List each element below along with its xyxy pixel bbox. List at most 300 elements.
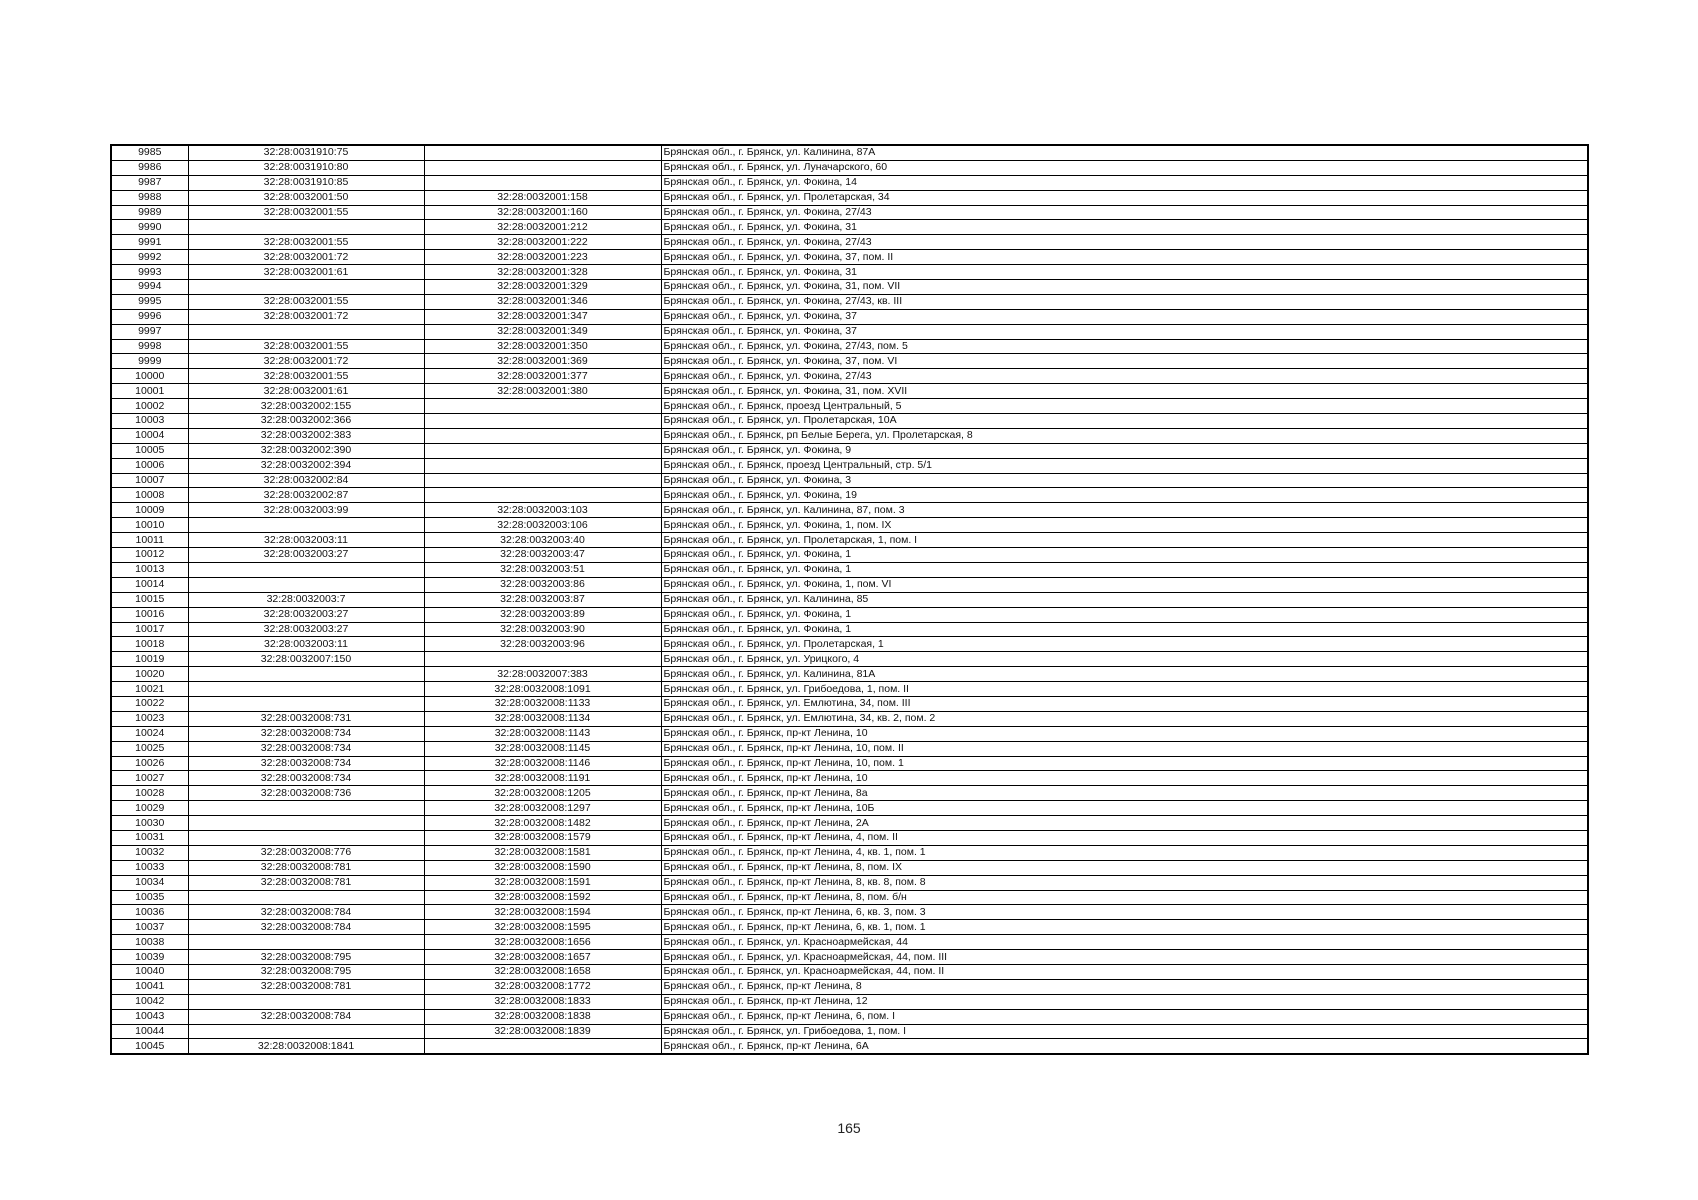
- address-cell: Брянская обл., г. Брянск, ул. Фокина, 19: [661, 488, 1588, 503]
- page-number: 165: [837, 1120, 861, 1136]
- row-number-cell: 10038: [111, 935, 188, 950]
- address-cell: Брянская обл., г. Брянск, пр-кт Ленина, 10, пом. II: [661, 741, 1588, 756]
- land-cadastral-number-cell: [188, 696, 424, 711]
- table-row: [111, 667, 1588, 682]
- table-row: [111, 1024, 1588, 1039]
- address-cell: Брянская обл., г. Брянск, ул. Фокина, 1: [661, 548, 1588, 563]
- row-number-cell: 10024: [111, 726, 188, 741]
- address-cell: Брянская обл., г. Брянск, ул. Фокина, 1: [661, 622, 1588, 637]
- address-cell: Брянская обл., г. Брянск, ул. Фокина, 27/43, кв. III: [661, 294, 1588, 309]
- row-number-cell: 10043: [111, 1009, 188, 1024]
- table-row: [111, 384, 1588, 399]
- address-cell: Брянская обл., г. Брянск, ул. Красноармейская, 44: [661, 935, 1588, 950]
- object-cadastral-number-cell: 32:28:0032008:1482: [424, 816, 661, 831]
- address-cell: Брянская обл., г. Брянск, пр-кт Ленина, 4, пом. II: [661, 830, 1588, 845]
- object-cadastral-number-cell: 32:28:0032003:90: [424, 622, 661, 637]
- address-cell: Брянская обл., г. Брянск, пр-кт Ленина, 6, кв. 1, пом. 1: [661, 920, 1588, 935]
- address-cell: Брянская обл., г. Брянск, ул. Фокина, 1, пом. VI: [661, 577, 1588, 592]
- table-row: [111, 250, 1588, 265]
- object-cadastral-number-cell: 32:28:0032003:87: [424, 592, 661, 607]
- registry-table: [110, 144, 1589, 1055]
- land-cadastral-number-cell: 32:28:0032001:72: [188, 354, 424, 369]
- row-number-cell: 10001: [111, 384, 188, 399]
- land-cadastral-number-cell: [188, 577, 424, 592]
- address-cell: Брянская обл., г. Брянск, ул. Фокина, 27/43, пом. 5: [661, 339, 1588, 354]
- land-cadastral-number-cell: 32:28:0032002:366: [188, 414, 424, 429]
- address-cell: Брянская обл., г. Брянск, ул. Фокина, 31: [661, 265, 1588, 280]
- land-cadastral-number-cell: 32:28:0032008:1841: [188, 1039, 424, 1054]
- table-row: [111, 979, 1588, 994]
- land-cadastral-number-cell: [188, 994, 424, 1009]
- table-row: [111, 399, 1588, 414]
- land-cadastral-number-cell: 32:28:0032002:155: [188, 399, 424, 414]
- land-cadastral-number-cell: 32:28:0032001:55: [188, 294, 424, 309]
- address-cell: Брянская обл., г. Брянск, пр-кт Ленина, 10: [661, 726, 1588, 741]
- table-row: [111, 860, 1588, 875]
- row-number-cell: 10006: [111, 458, 188, 473]
- table-row: [111, 458, 1588, 473]
- table-row: [111, 786, 1588, 801]
- table-row: [111, 1039, 1588, 1054]
- land-cadastral-number-cell: 32:28:0031910:75: [188, 145, 424, 160]
- table-row: [111, 875, 1588, 890]
- land-cadastral-number-cell: 32:28:0032008:781: [188, 860, 424, 875]
- row-number-cell: 10045: [111, 1039, 188, 1054]
- table-row: [111, 771, 1588, 786]
- address-cell: Брянская обл., г. Брянск, ул. Фокина, 27/43: [661, 369, 1588, 384]
- object-cadastral-number-cell: [424, 473, 661, 488]
- land-cadastral-number-cell: 32:28:0032002:87: [188, 488, 424, 503]
- address-cell: Брянская обл., г. Брянск, ул. Емлютина, 34, пом. III: [661, 696, 1588, 711]
- object-cadastral-number-cell: 32:28:0032007:383: [424, 667, 661, 682]
- object-cadastral-number-cell: 32:28:0032008:1134: [424, 711, 661, 726]
- table-row: [111, 905, 1588, 920]
- object-cadastral-number-cell: [424, 160, 661, 175]
- row-number-cell: 9993: [111, 265, 188, 280]
- address-cell: Брянская обл., г. Брянск, пр-кт Ленина, 6, пом. I: [661, 1009, 1588, 1024]
- address-cell: Брянская обл., г. Брянск, ул. Фокина, 1: [661, 607, 1588, 622]
- table-row: [111, 205, 1588, 220]
- address-cell: Брянская обл., г. Брянск, ул. Пролетарская, 1, пом. I: [661, 533, 1588, 548]
- object-cadastral-number-cell: 32:28:0032008:1839: [424, 1024, 661, 1039]
- object-cadastral-number-cell: 32:28:0032001:380: [424, 384, 661, 399]
- table-row: [111, 726, 1588, 741]
- land-cadastral-number-cell: [188, 324, 424, 339]
- row-number-cell: 10036: [111, 905, 188, 920]
- row-number-cell: 10023: [111, 711, 188, 726]
- address-cell: Брянская обл., г. Брянск, ул. Фокина, 27/43: [661, 205, 1588, 220]
- row-number-cell: 9985: [111, 145, 188, 160]
- row-number-cell: 10014: [111, 577, 188, 592]
- object-cadastral-number-cell: 32:28:0032003:47: [424, 548, 661, 563]
- object-cadastral-number-cell: 32:28:0032003:96: [424, 637, 661, 652]
- row-number-cell: 10031: [111, 830, 188, 845]
- address-cell: Брянская обл., г. Брянск, ул. Фокина, 14: [661, 175, 1588, 190]
- land-cadastral-number-cell: [188, 890, 424, 905]
- land-cadastral-number-cell: 32:28:0032008:781: [188, 979, 424, 994]
- address-cell: Брянская обл., г. Брянск, ул. Пролетарская, 34: [661, 190, 1588, 205]
- table-row: [111, 354, 1588, 369]
- address-cell: Брянская обл., г. Брянск, ул. Фокина, 31, пом. XVII: [661, 384, 1588, 399]
- land-cadastral-number-cell: 32:28:0032001:55: [188, 235, 424, 250]
- table-row: [111, 845, 1588, 860]
- table-row: [111, 920, 1588, 935]
- address-cell: Брянская обл., г. Брянск, ул. Калинина, 85: [661, 592, 1588, 607]
- row-number-cell: 10016: [111, 607, 188, 622]
- row-number-cell: 9992: [111, 250, 188, 265]
- land-cadastral-number-cell: 32:28:0032002:84: [188, 473, 424, 488]
- land-cadastral-number-cell: 32:28:0032008:731: [188, 711, 424, 726]
- table-row: [111, 518, 1588, 533]
- address-cell: Брянская обл., г. Брянск, пр-кт Ленина, 6А: [661, 1039, 1588, 1054]
- object-cadastral-number-cell: 32:28:0032003:106: [424, 518, 661, 533]
- row-number-cell: 9989: [111, 205, 188, 220]
- table-row: [111, 488, 1588, 503]
- land-cadastral-number-cell: 32:28:0032008:734: [188, 726, 424, 741]
- table-row: [111, 414, 1588, 429]
- row-number-cell: 10033: [111, 860, 188, 875]
- table-row: [111, 324, 1588, 339]
- object-cadastral-number-cell: 32:28:0032008:1658: [424, 964, 661, 979]
- address-cell: Брянская обл., г. Брянск, ул. Фокина, 31: [661, 220, 1588, 235]
- address-cell: Брянская обл., г. Брянск, ул. Луначарского, 60: [661, 160, 1588, 175]
- land-cadastral-number-cell: 32:28:0032001:55: [188, 369, 424, 384]
- address-cell: Брянская обл., г. Брянск, пр-кт Ленина, 8а: [661, 786, 1588, 801]
- address-cell: Брянская обл., г. Брянск, ул. Грибоедова, 1, пом. I: [661, 1024, 1588, 1039]
- land-cadastral-number-cell: 32:28:0032003:99: [188, 503, 424, 518]
- object-cadastral-number-cell: [424, 652, 661, 667]
- land-cadastral-number-cell: [188, 562, 424, 577]
- object-cadastral-number-cell: 32:28:0032001:349: [424, 324, 661, 339]
- address-cell: Брянская обл., г. Брянск, пр-кт Ленина, 10, пом. 1: [661, 756, 1588, 771]
- table-row: [111, 756, 1588, 771]
- object-cadastral-number-cell: 32:28:0032001:377: [424, 369, 661, 384]
- row-number-cell: 10037: [111, 920, 188, 935]
- row-number-cell: 10013: [111, 562, 188, 577]
- land-cadastral-number-cell: [188, 1024, 424, 1039]
- land-cadastral-number-cell: 32:28:0032001:61: [188, 384, 424, 399]
- address-cell: Брянская обл., г. Брянск, пр-кт Ленина, 12: [661, 994, 1588, 1009]
- address-cell: Брянская обл., г. Брянск, ул. Пролетарская, 10А: [661, 414, 1588, 429]
- row-number-cell: 10008: [111, 488, 188, 503]
- object-cadastral-number-cell: [424, 458, 661, 473]
- address-cell: Брянская обл., г. Брянск, ул. Красноармейская, 44, пом. III: [661, 950, 1588, 965]
- address-cell: Брянская обл., г. Брянск, ул. Калинина, 87А: [661, 145, 1588, 160]
- table-row: [111, 890, 1588, 905]
- address-cell: Брянская обл., г. Брянск, ул. Фокина, 27/43: [661, 235, 1588, 250]
- object-cadastral-number-cell: 32:28:0032001:223: [424, 250, 661, 265]
- object-cadastral-number-cell: 32:28:0032008:1297: [424, 801, 661, 816]
- table-row: [111, 145, 1588, 160]
- object-cadastral-number-cell: 32:28:0032008:1146: [424, 756, 661, 771]
- land-cadastral-number-cell: [188, 682, 424, 697]
- land-cadastral-number-cell: 32:28:0032001:50: [188, 190, 424, 205]
- object-cadastral-number-cell: [424, 414, 661, 429]
- row-number-cell: 10032: [111, 845, 188, 860]
- land-cadastral-number-cell: 32:28:0032007:150: [188, 652, 424, 667]
- object-cadastral-number-cell: 32:28:0032008:1657: [424, 950, 661, 965]
- object-cadastral-number-cell: 32:28:0032003:40: [424, 533, 661, 548]
- address-cell: Брянская обл., г. Брянск, пр-кт Ленина, 10Б: [661, 801, 1588, 816]
- row-number-cell: 10035: [111, 890, 188, 905]
- object-cadastral-number-cell: 32:28:0032003:86: [424, 577, 661, 592]
- address-cell: Брянская обл., г. Брянск, пр-кт Ленина, 4, кв. 1, пом. 1: [661, 845, 1588, 860]
- object-cadastral-number-cell: 32:28:0032001:329: [424, 280, 661, 295]
- address-cell: Брянская обл., г. Брянск, ул. Фокина, 37, пом. II: [661, 250, 1588, 265]
- table-row: [111, 473, 1588, 488]
- object-cadastral-number-cell: 32:28:0032003:89: [424, 607, 661, 622]
- table-row: [111, 607, 1588, 622]
- object-cadastral-number-cell: 32:28:0032003:51: [424, 562, 661, 577]
- address-cell: Брянская обл., г. Брянск, ул. Фокина, 1, пом. IX: [661, 518, 1588, 533]
- object-cadastral-number-cell: 32:28:0032008:1191: [424, 771, 661, 786]
- row-number-cell: 10041: [111, 979, 188, 994]
- table-row: [111, 711, 1588, 726]
- row-number-cell: 10027: [111, 771, 188, 786]
- table-row: [111, 964, 1588, 979]
- land-cadastral-number-cell: [188, 801, 424, 816]
- row-number-cell: 10010: [111, 518, 188, 533]
- object-cadastral-number-cell: [424, 175, 661, 190]
- table-row: [111, 830, 1588, 845]
- table-row: [111, 577, 1588, 592]
- row-number-cell: 10021: [111, 682, 188, 697]
- table-row: [111, 1009, 1588, 1024]
- land-cadastral-number-cell: 32:28:0032003:7: [188, 592, 424, 607]
- object-cadastral-number-cell: [424, 399, 661, 414]
- object-cadastral-number-cell: 32:28:0032003:103: [424, 503, 661, 518]
- address-cell: Брянская обл., г. Брянск, ул. Фокина, 3: [661, 473, 1588, 488]
- table-row: [111, 280, 1588, 295]
- table-row: [111, 294, 1588, 309]
- address-cell: Брянская обл., г. Брянск, проезд Центральный, 5: [661, 399, 1588, 414]
- table-row: [111, 220, 1588, 235]
- registry-table-body: [111, 145, 1588, 1054]
- address-cell: Брянская обл., г. Брянск, рп Белые Берега, ул. Пролетарская, 8: [661, 428, 1588, 443]
- land-cadastral-number-cell: 32:28:0032003:27: [188, 607, 424, 622]
- table-row: [111, 696, 1588, 711]
- land-cadastral-number-cell: 32:28:0031910:85: [188, 175, 424, 190]
- land-cadastral-number-cell: 32:28:0032008:776: [188, 845, 424, 860]
- land-cadastral-number-cell: 32:28:0032003:11: [188, 533, 424, 548]
- row-number-cell: 9996: [111, 309, 188, 324]
- land-cadastral-number-cell: 32:28:0032008:795: [188, 950, 424, 965]
- table-row: [111, 592, 1588, 607]
- land-cadastral-number-cell: 32:28:0032001:61: [188, 265, 424, 280]
- table-row: [111, 533, 1588, 548]
- object-cadastral-number-cell: [424, 1039, 661, 1054]
- table-row: [111, 637, 1588, 652]
- object-cadastral-number-cell: 32:28:0032008:1145: [424, 741, 661, 756]
- land-cadastral-number-cell: 32:28:0032008:736: [188, 786, 424, 801]
- address-cell: Брянская обл., г. Брянск, пр-кт Ленина, 2А: [661, 816, 1588, 831]
- address-cell: Брянская обл., г. Брянск, ул. Фокина, 9: [661, 443, 1588, 458]
- object-cadastral-number-cell: 32:28:0032001:347: [424, 309, 661, 324]
- row-number-cell: 10026: [111, 756, 188, 771]
- object-cadastral-number-cell: 32:28:0032001:346: [424, 294, 661, 309]
- land-cadastral-number-cell: 32:28:0032008:734: [188, 771, 424, 786]
- row-number-cell: 10018: [111, 637, 188, 652]
- table-row: [111, 935, 1588, 950]
- land-cadastral-number-cell: 32:28:0032003:27: [188, 548, 424, 563]
- address-cell: Брянская обл., г. Брянск, ул. Калинина, 87, пом. 3: [661, 503, 1588, 518]
- address-cell: Брянская обл., г. Брянск, ул. Фокина, 37: [661, 309, 1588, 324]
- object-cadastral-number-cell: 32:28:0032008:1772: [424, 979, 661, 994]
- table-row: [111, 562, 1588, 577]
- row-number-cell: 10002: [111, 399, 188, 414]
- address-cell: Брянская обл., г. Брянск, пр-кт Ленина, 10: [661, 771, 1588, 786]
- row-number-cell: 9990: [111, 220, 188, 235]
- row-number-cell: 10022: [111, 696, 188, 711]
- object-cadastral-number-cell: 32:28:0032001:158: [424, 190, 661, 205]
- land-cadastral-number-cell: 32:28:0032001:55: [188, 205, 424, 220]
- object-cadastral-number-cell: [424, 488, 661, 503]
- row-number-cell: 10042: [111, 994, 188, 1009]
- row-number-cell: 9988: [111, 190, 188, 205]
- address-cell: Брянская обл., г. Брянск, пр-кт Ленина, 8, пом. IX: [661, 860, 1588, 875]
- row-number-cell: 9999: [111, 354, 188, 369]
- object-cadastral-number-cell: 32:28:0032008:1838: [424, 1009, 661, 1024]
- land-cadastral-number-cell: [188, 280, 424, 295]
- object-cadastral-number-cell: 32:28:0032001:222: [424, 235, 661, 250]
- row-number-cell: 9998: [111, 339, 188, 354]
- object-cadastral-number-cell: 32:28:0032001:160: [424, 205, 661, 220]
- land-cadastral-number-cell: [188, 830, 424, 845]
- row-number-cell: 10004: [111, 428, 188, 443]
- address-cell: Брянская обл., г. Брянск, ул. Грибоедова, 1, пом. II: [661, 682, 1588, 697]
- object-cadastral-number-cell: 32:28:0032008:1591: [424, 875, 661, 890]
- row-number-cell: 10003: [111, 414, 188, 429]
- land-cadastral-number-cell: [188, 935, 424, 950]
- table-row: [111, 503, 1588, 518]
- object-cadastral-number-cell: [424, 428, 661, 443]
- table-row: [111, 741, 1588, 756]
- land-cadastral-number-cell: 32:28:0032008:784: [188, 905, 424, 920]
- object-cadastral-number-cell: 32:28:0032001:328: [424, 265, 661, 280]
- land-cadastral-number-cell: [188, 518, 424, 533]
- address-cell: Брянская обл., г. Брянск, ул. Калинина, 81А: [661, 667, 1588, 682]
- row-number-cell: 9986: [111, 160, 188, 175]
- object-cadastral-number-cell: 32:28:0032008:1143: [424, 726, 661, 741]
- object-cadastral-number-cell: 32:28:0032001:350: [424, 339, 661, 354]
- row-number-cell: 10017: [111, 622, 188, 637]
- row-number-cell: 10029: [111, 801, 188, 816]
- object-cadastral-number-cell: 32:28:0032008:1592: [424, 890, 661, 905]
- table-row: [111, 309, 1588, 324]
- row-number-cell: 9991: [111, 235, 188, 250]
- object-cadastral-number-cell: 32:28:0032008:1581: [424, 845, 661, 860]
- object-cadastral-number-cell: 32:28:0032008:1594: [424, 905, 661, 920]
- table-row: [111, 428, 1588, 443]
- row-number-cell: 10020: [111, 667, 188, 682]
- address-cell: Брянская обл., г. Брянск, ул. Фокина, 37: [661, 324, 1588, 339]
- land-cadastral-number-cell: 32:28:0032008:781: [188, 875, 424, 890]
- land-cadastral-number-cell: [188, 667, 424, 682]
- address-cell: Брянская обл., г. Брянск, ул. Пролетарская, 1: [661, 637, 1588, 652]
- land-cadastral-number-cell: 32:28:0032002:390: [188, 443, 424, 458]
- object-cadastral-number-cell: 32:28:0032008:1579: [424, 830, 661, 845]
- address-cell: Брянская обл., г. Брянск, ул. Урицкого, 4: [661, 652, 1588, 667]
- table-row: [111, 950, 1588, 965]
- land-cadastral-number-cell: 32:28:0032008:784: [188, 1009, 424, 1024]
- land-cadastral-number-cell: [188, 220, 424, 235]
- land-cadastral-number-cell: 32:28:0032008:734: [188, 741, 424, 756]
- object-cadastral-number-cell: 32:28:0032001:369: [424, 354, 661, 369]
- address-cell: Брянская обл., г. Брянск, пр-кт Ленина, 8, пом. б/н: [661, 890, 1588, 905]
- table-row: [111, 235, 1588, 250]
- table-row: [111, 339, 1588, 354]
- table-row: [111, 160, 1588, 175]
- land-cadastral-number-cell: 32:28:0032008:734: [188, 756, 424, 771]
- table-row: [111, 622, 1588, 637]
- address-cell: Брянская обл., г. Брянск, ул. Фокина, 1: [661, 562, 1588, 577]
- row-number-cell: 10044: [111, 1024, 188, 1039]
- land-cadastral-number-cell: 32:28:0032008:795: [188, 964, 424, 979]
- row-number-cell: 10039: [111, 950, 188, 965]
- row-number-cell: 10009: [111, 503, 188, 518]
- row-number-cell: 10005: [111, 443, 188, 458]
- object-cadastral-number-cell: 32:28:0032008:1205: [424, 786, 661, 801]
- land-cadastral-number-cell: 32:28:0032002:394: [188, 458, 424, 473]
- address-cell: Брянская обл., г. Брянск, ул. Красноармейская, 44, пом. II: [661, 964, 1588, 979]
- table-row: [111, 801, 1588, 816]
- row-number-cell: 10025: [111, 741, 188, 756]
- address-cell: Брянская обл., г. Брянск, пр-кт Ленина, 8, кв. 8, пом. 8: [661, 875, 1588, 890]
- object-cadastral-number-cell: 32:28:0032008:1656: [424, 935, 661, 950]
- land-cadastral-number-cell: 32:28:0031910:80: [188, 160, 424, 175]
- table-row: [111, 548, 1588, 563]
- object-cadastral-number-cell: [424, 443, 661, 458]
- row-number-cell: 10019: [111, 652, 188, 667]
- address-cell: Брянская обл., г. Брянск, пр-кт Ленина, 6, кв. 3, пом. 3: [661, 905, 1588, 920]
- row-number-cell: 9997: [111, 324, 188, 339]
- row-number-cell: 10012: [111, 548, 188, 563]
- address-cell: Брянская обл., г. Брянск, проезд Центральный, стр. 5/1: [661, 458, 1588, 473]
- land-cadastral-number-cell: 32:28:0032008:784: [188, 920, 424, 935]
- land-cadastral-number-cell: 32:28:0032003:11: [188, 637, 424, 652]
- object-cadastral-number-cell: 32:28:0032008:1091: [424, 682, 661, 697]
- table-row: [111, 652, 1588, 667]
- row-number-cell: 10028: [111, 786, 188, 801]
- row-number-cell: 9995: [111, 294, 188, 309]
- object-cadastral-number-cell: [424, 145, 661, 160]
- row-number-cell: 10030: [111, 816, 188, 831]
- table-row: [111, 265, 1588, 280]
- land-cadastral-number-cell: 32:28:0032001:72: [188, 309, 424, 324]
- table-row: [111, 369, 1588, 384]
- object-cadastral-number-cell: 32:28:0032008:1590: [424, 860, 661, 875]
- table-row: [111, 994, 1588, 1009]
- row-number-cell: 10011: [111, 533, 188, 548]
- table-row: [111, 682, 1588, 697]
- row-number-cell: 10000: [111, 369, 188, 384]
- address-cell: Брянская обл., г. Брянск, ул. Фокина, 31, пом. VII: [661, 280, 1588, 295]
- table-row: [111, 190, 1588, 205]
- land-cadastral-number-cell: 32:28:0032001:55: [188, 339, 424, 354]
- land-cadastral-number-cell: 32:28:0032003:27: [188, 622, 424, 637]
- row-number-cell: 10034: [111, 875, 188, 890]
- row-number-cell: 9994: [111, 280, 188, 295]
- table-row: [111, 816, 1588, 831]
- address-cell: Брянская обл., г. Брянск, пр-кт Ленина, 8: [661, 979, 1588, 994]
- row-number-cell: 10015: [111, 592, 188, 607]
- table-row: [111, 175, 1588, 190]
- object-cadastral-number-cell: 32:28:0032008:1595: [424, 920, 661, 935]
- address-cell: Брянская обл., г. Брянск, ул. Емлютина, 34, кв. 2, пом. 2: [661, 711, 1588, 726]
- land-cadastral-number-cell: 32:28:0032002:383: [188, 428, 424, 443]
- address-cell: Брянская обл., г. Брянск, ул. Фокина, 37, пом. VI: [661, 354, 1588, 369]
- table-row: [111, 443, 1588, 458]
